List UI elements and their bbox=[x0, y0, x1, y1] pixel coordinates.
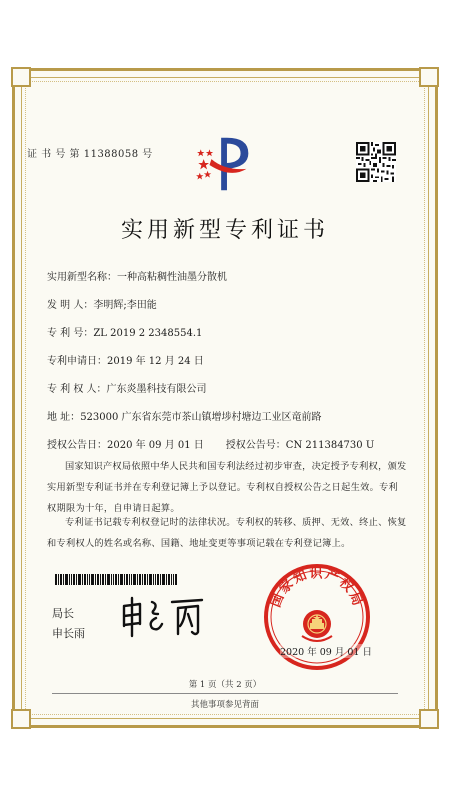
footer-divider bbox=[52, 693, 398, 694]
field-value: 2019 年 12 月 24 日 bbox=[107, 356, 204, 367]
signatory-name: 申长雨 bbox=[52, 627, 85, 640]
field-patent-number bbox=[47, 324, 202, 339]
corner-ornament bbox=[419, 709, 439, 729]
field-label: 地 址： bbox=[47, 412, 81, 423]
field-label: 发 明 人： bbox=[47, 300, 94, 311]
field-label: 实用新型名称： bbox=[47, 272, 117, 283]
page-info: 第 1 页（共 2 页） bbox=[188, 680, 262, 690]
paragraph-legal-status: 专利证书记载专利权登记时的法律状况。专利权的转移、质押、无效、终止、恢复和专利权人的姓名或名称、国籍、地址变更等事项记载在专利登记簿上。 bbox=[47, 517, 407, 549]
seal-date: 2020 年 09 月 01 日 bbox=[280, 644, 372, 658]
field-address bbox=[47, 408, 322, 423]
field-grant-date bbox=[47, 436, 374, 451]
field-label: 专 利 号： bbox=[47, 328, 94, 339]
corner-ornament bbox=[419, 67, 439, 87]
field-utility-model-name bbox=[47, 268, 227, 283]
field-patentee bbox=[47, 380, 207, 395]
field-label: 授权公告号： bbox=[225, 440, 286, 451]
corner-ornament bbox=[11, 709, 31, 729]
certificate-title: 实用新型专利证书 bbox=[120, 218, 329, 243]
signatory-title: 局长 bbox=[52, 607, 74, 620]
field-value: 2020 年 09 月 01 日 bbox=[107, 440, 204, 451]
field-value: 李明辉;李田能 bbox=[93, 300, 157, 311]
field-value: ZL 2019 2 2348554.1 bbox=[93, 328, 203, 339]
paragraph-grant-statement: 国家知识产权局依照中华人民共和国专利法经过初步审查，决定授予专利权，颁发实用新型专利证书并在专利登记簿上予以登记。专利权自授权公告之日起生效。专利权期限为十年，自申请日起算。 bbox=[47, 461, 407, 514]
field-value: 广东炎墨科技有限公司 bbox=[106, 384, 207, 395]
field-application-date bbox=[47, 352, 204, 367]
field-label: 专 利 权 人： bbox=[47, 384, 107, 395]
field-label: 授权公告日： bbox=[47, 440, 107, 451]
corner-ornament bbox=[11, 67, 31, 87]
patent-office-logo bbox=[192, 130, 260, 198]
field-value: CN 211384730 U bbox=[285, 440, 375, 451]
handwritten-signature bbox=[118, 592, 208, 640]
field-inventor bbox=[47, 296, 157, 311]
field-label: 专利申请日： bbox=[47, 356, 107, 367]
barcode bbox=[55, 574, 177, 585]
footnote: 其他事项参见背面 bbox=[190, 700, 259, 710]
seal-text: 国家知识产权局 bbox=[268, 566, 366, 610]
svg-text:国家知识产权局 bbox=[268, 565, 365, 609]
field-value: 一种高粘稠性油墨分散机 bbox=[117, 272, 227, 283]
qr-code-icon bbox=[356, 142, 396, 182]
field-value: 523000 广东省东莞市茶山镇增埗村塘边工业区竜前路 bbox=[80, 412, 322, 423]
certificate-number: 证 书 号 第 11388058 号 bbox=[27, 149, 153, 160]
